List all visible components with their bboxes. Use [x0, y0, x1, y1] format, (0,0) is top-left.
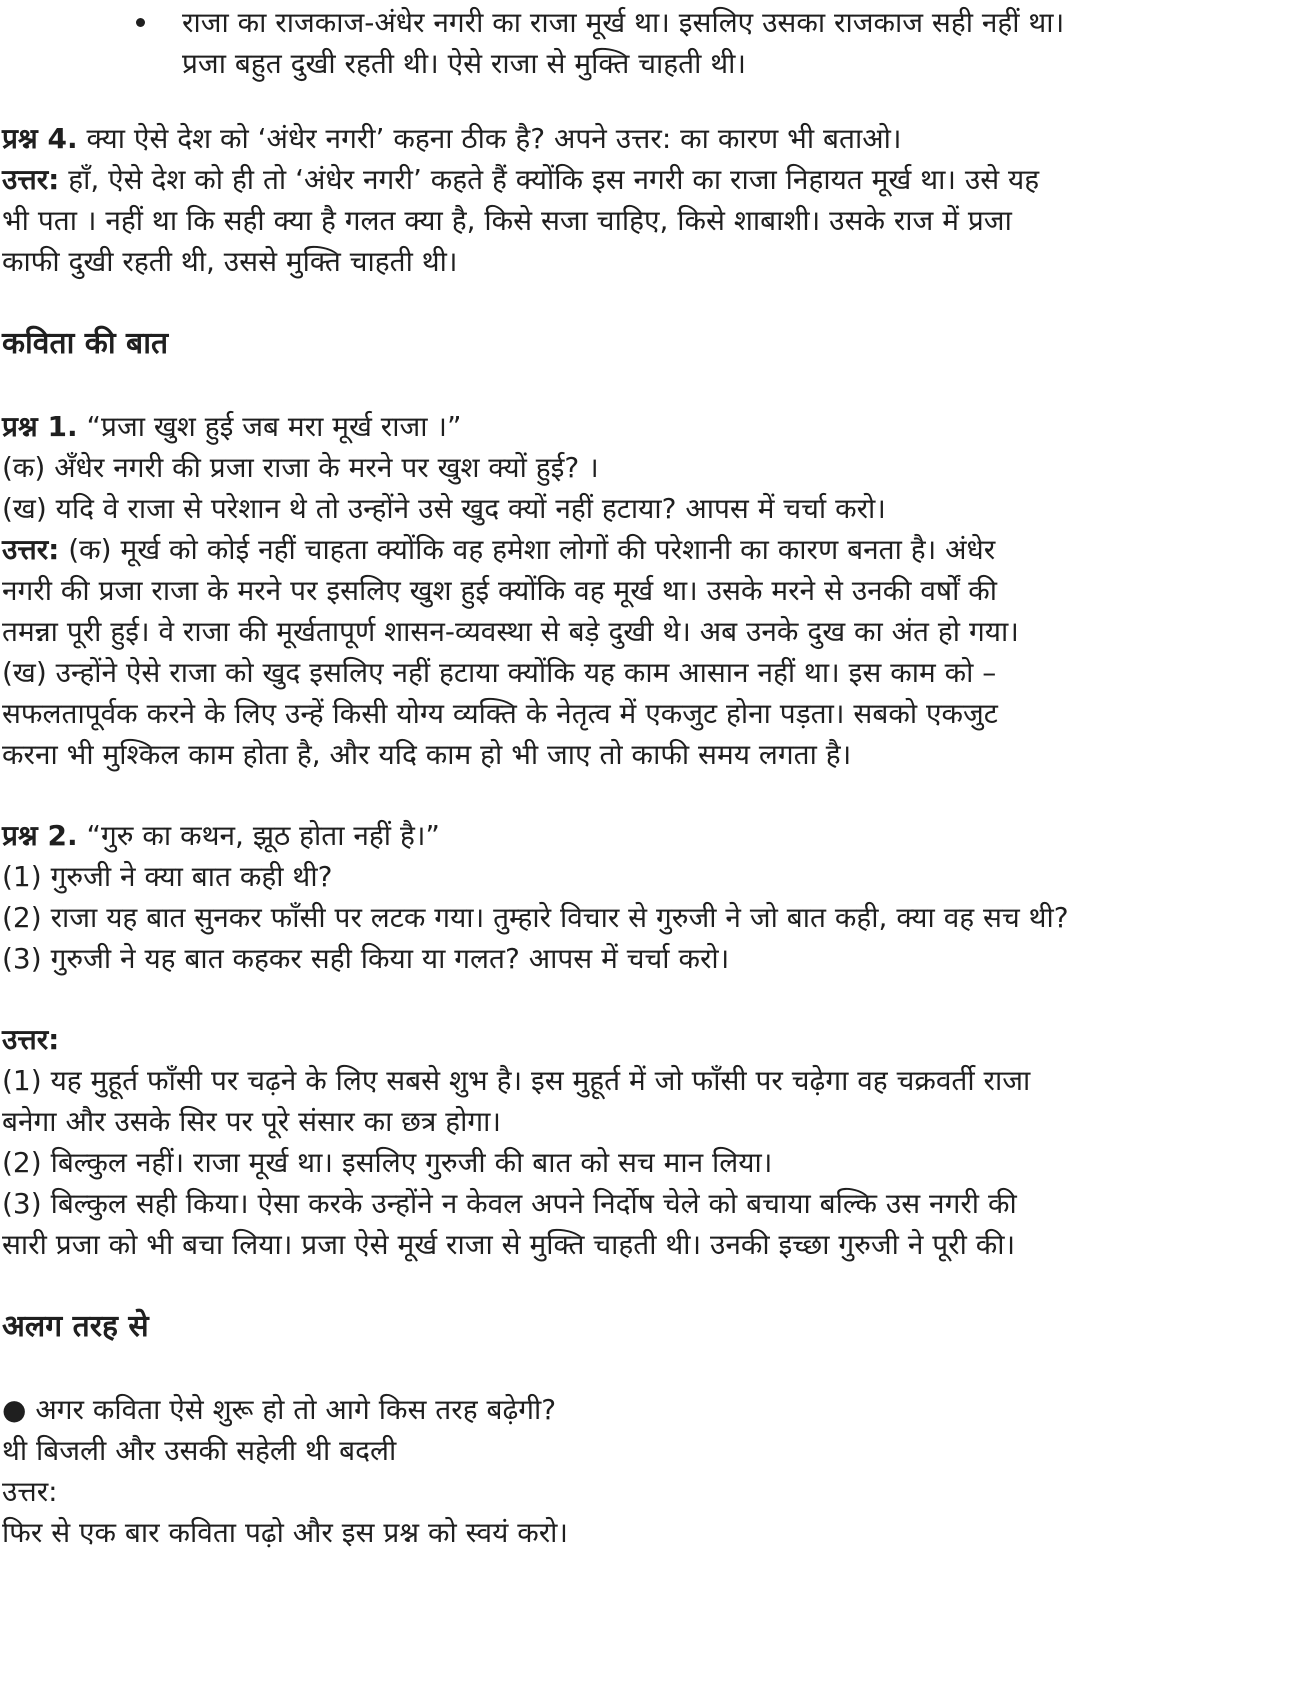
final-poem-line: थी बिजली और उसकी सहेली थी बदली	[2, 1434, 397, 1467]
spacer	[2, 979, 1291, 1019]
question-4-line	[2, 118, 1291, 159]
spacer	[2, 775, 1291, 815]
question-2-sub-2: (2) राजा यह बात सुनकर फाँसी पर लटक गया। तुम्हारे विचार से गुरुजी ने जो बात कही, क्या वह सच थी?	[2, 901, 1069, 934]
question-2-label: प्रश्न 2.	[2, 819, 78, 852]
spacer	[2, 84, 1291, 118]
spacer	[2, 1349, 1291, 1389]
answer-1-line-5: सफलतापूर्वक करने के लिए उन्हें किसी योग्य व्यक्ति के नेतृत्व में एकजुट होना पड़ता। सबको एकजुट	[2, 697, 998, 730]
answer-2-label: उत्तर:	[2, 1023, 60, 1056]
question-1-label: प्रश्न 1.	[2, 410, 78, 443]
section-heading-kavita-ki-baat: कविता की बात	[2, 326, 169, 361]
question-2-block	[2, 815, 1291, 979]
answer-1-line-1	[2, 529, 1291, 570]
intro-bullet-line-2	[2, 43, 1291, 84]
intro-bullet-block	[2, 2, 1291, 84]
answer-1-line-4: (ख) उन्होंने ऐसे राजा को खुद इसलिए नहीं हटाया क्योंकि यह काम आसान नहीं था। इस काम को –	[2, 656, 997, 689]
question-2-sub-3: (3) गुरुजी ने यह बात कहकर सही किया या गलत? आपस में चर्चा करो।	[2, 942, 730, 975]
question-4-label: प्रश्न 4.	[2, 122, 78, 155]
answer-4-line-2: भी पता । नहीं था कि सही क्या है गलत क्या है, किसे सजा चाहिए, किसे शाबाशी। उसके राज में प्रजा	[2, 204, 1012, 237]
final-answer-text: फिर से एक बार कविता पढ़ो और इस प्रश्न को स्वयं करो।	[2, 1516, 569, 1549]
answer-1-line-3: तमन्ना पूरी हुई। वे राजा की मूर्खतापूर्ण शासन-व्यवस्था से बड़े दुखी थे। अब उनके दुख का अंत हो गया।	[2, 615, 1019, 648]
answer-4-line-1	[2, 159, 1291, 200]
answer-2-block	[2, 1019, 1291, 1265]
final-bullet-line: ● अगर कविता ऐसे शुरू हो तो आगे किस तरह बढ़ेगी?	[2, 1393, 557, 1426]
answer-2-line-2: बनेगा और उसके सिर पर पूरे संसार का छत्र होगा।	[2, 1105, 502, 1138]
answer-2-line-1: (1) यह मुहूर्त फाँसी पर चढ़ने के लिए सबसे शुभ है। इस मुहूर्त में जो फाँसी पर चढ़ेगा वह चक्रवर्ती राजा	[2, 1064, 1031, 1097]
answer-1-text-1: (क) मूर्ख को कोई नहीं चाहता क्योंकि वह हमेशा लोगों की परेशानी का कारण बनता है। अंधेर	[59, 533, 996, 566]
answer-2-line-3: (2) बिल्कुल नहीं। राजा मूर्ख था। इसलिए गुरुजी की बात को सच मान लिया।	[2, 1146, 773, 1179]
answer-1-line-2: नगरी की प्रजा राजा के मरने पर इसलिए खुश हुई क्योंकि वह मूर्ख था। उसके मरने से उनकी वर्षों की	[2, 574, 998, 607]
answer-2-line-4: (3) बिल्कुल सही किया। ऐसा करके उन्होंने न केवल अपने निर्दोष चेले को बचाया बल्कि उस नगरी की	[2, 1187, 1017, 1220]
answer-2-line-5: सारी प्रजा को भी बचा लिया। प्रजा ऐसे मूर्ख राजा से मुक्ति चाहती थी। उनकी इच्छा गुरुजी ने पूरी की।	[2, 1228, 1016, 1261]
question-4-text: क्या ऐसे देश को ‘अंधेर नगरी’ कहना ठीक है? अपने उत्तर: का कारण भी बताओ।	[77, 122, 902, 155]
question-1-sub-a: (क) अँधेर नगरी की प्रजा राजा के मरने पर खुश क्यों हुई? ।	[2, 451, 599, 484]
answer-4-line-3: काफी दुखी रहती थी, उससे मुक्ति चाहती थी।	[2, 245, 458, 278]
bullet-dot-icon	[136, 18, 145, 27]
question-4-block	[2, 118, 1291, 282]
question-2-text: “गुरु का कथन, झूठ होता नहीं है।”	[77, 819, 440, 852]
spacer	[2, 1265, 1291, 1305]
final-answer-label: उत्तर:	[2, 1475, 58, 1508]
intro-bullet-line-1	[2, 2, 1291, 43]
spacer	[2, 366, 1291, 406]
intro-bullet-text-1: राजा का राजकाज-अंधेर नगरी का राजा मूर्ख था। इसलिए उसका राजकाज सही नहीं था।	[182, 6, 1065, 39]
answer-4-label: उत्तर:	[2, 163, 60, 196]
question-1-line	[2, 406, 1291, 447]
answer-4-text-1: हाँ, ऐसे देश को ही तो ‘अंधेर नगरी’ कहते हैं क्योंकि इस नगरी का राजा निहायत मूर्ख था। उसे यह	[59, 163, 1040, 196]
question-1-sub-b: (ख) यदि वे राजा से परेशान थे तो उन्होंने उसे खुद क्यों नहीं हटाया? आपस में चर्चा करो।	[2, 492, 886, 525]
question-1-text: “प्रजा खुश हुई जब मरा मूर्ख राजा ।”	[77, 410, 462, 443]
section-heading-alag-tarah-se: अलग तरह से	[2, 1309, 149, 1344]
answer-1-line-6: करना भी मुश्किल काम होता है, और यदि काम हो भी जाए तो काफी समय लगता है।	[2, 738, 852, 771]
question-2-line	[2, 815, 1291, 856]
answer-1-label: उत्तर:	[2, 533, 60, 566]
spacer	[2, 282, 1291, 322]
question-2-sub-1: (1) गुरुजी ने क्या बात कही थी?	[2, 860, 333, 893]
final-block	[2, 1389, 1291, 1553]
question-1-block	[2, 406, 1291, 775]
intro-bullet-text-2: प्रजा बहुत दुखी रहती थी। ऐसे राजा से मुक्ति चाहती थी।	[182, 47, 746, 80]
